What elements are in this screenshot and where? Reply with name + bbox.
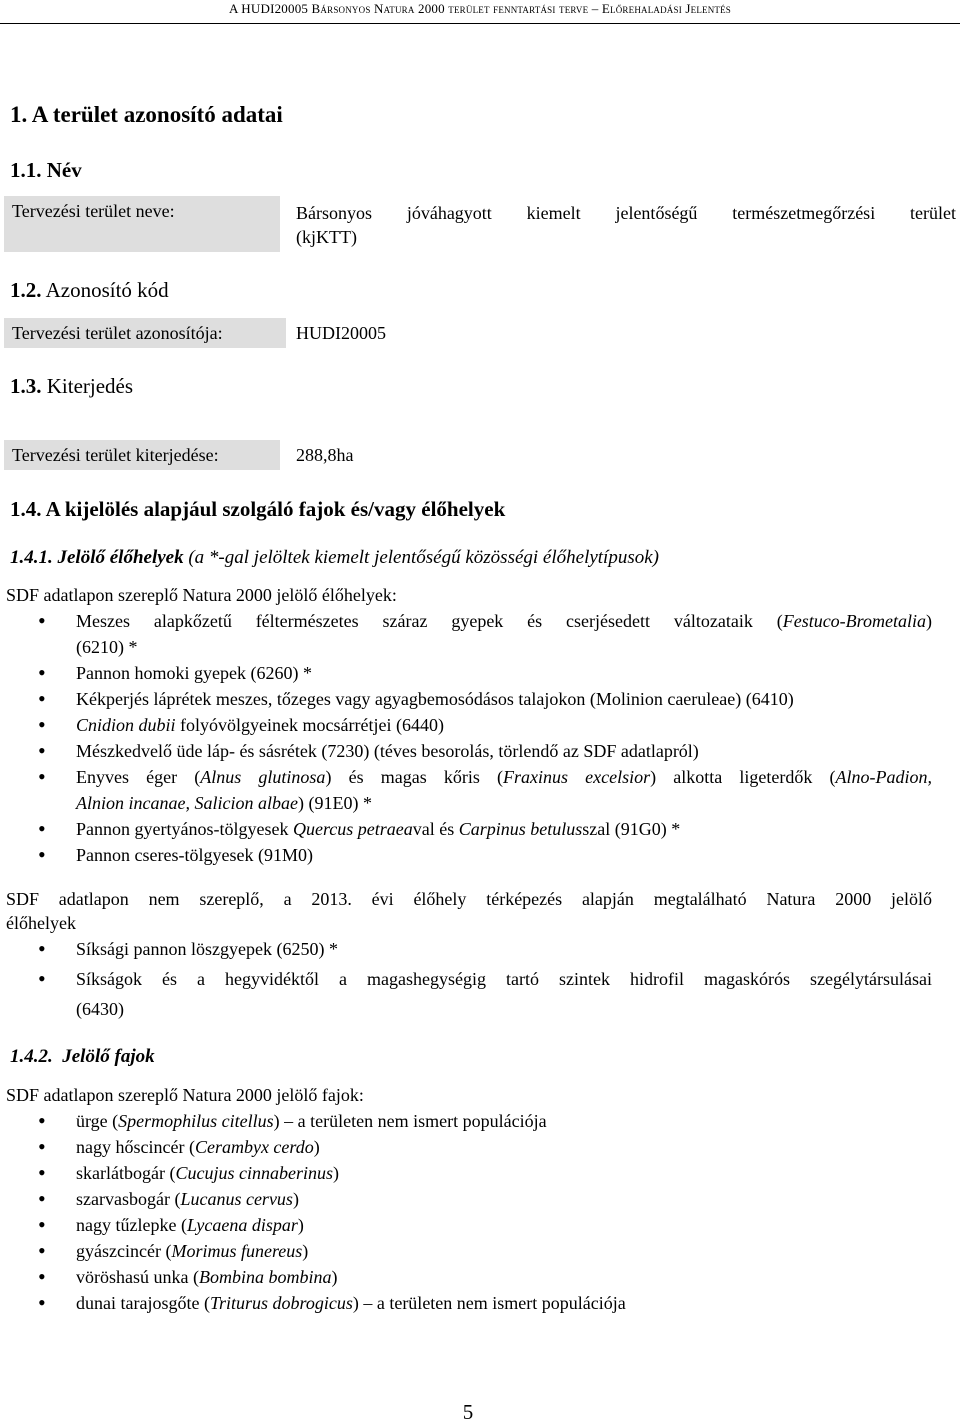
page-number: 5 [462,1400,474,1424]
id-value: HUDI20005 [296,323,386,343]
list-item: • Kékperjés láprétek meszes, tőzeges vagy agyagbemosódásos talajokon (Molinion caeruleae) (6410) [38,686,932,712]
non-sdf-habitats-intro-line2: élőhelyek [6,913,76,933]
section-1-4-1-heading-rest: (a *-gal jelöltek kiemelt jelentőségű közösségi élőhelytípusok) [183,547,659,568]
extent-label: Tervezési terület kiterjedése: [4,440,280,470]
section-1-4-1-num: 1.4.1. [10,547,53,568]
sdf-species-list [38,1108,932,1316]
list-item: • nagy tűzlepke (Lycaena dispar) [38,1212,932,1238]
section-1-2-title [10,278,169,303]
non-sdf-habitats-intro-line1: SDF adatlapon nem szereplő, a 2013. évi élőhely térképezés alapján megtalálható Natura 2000 jelölő [6,889,932,909]
section-1-3-text: Kiterjedés [46,374,134,398]
section-1-4-2-heading: Jelölő fajok [62,1046,155,1067]
section-1-title: 1. A terület azonosító adatai [10,102,283,127]
section-1-3-title [10,374,133,399]
section-1-4-1-title [10,547,659,569]
list-item: • Cnidion dubii folyóvölgyeinek mocsárrétjei (6440) [38,712,932,738]
section-1-4-title: 1.4. A kijelölés alapjául szolgáló fajok és/vagy élőhelyek [10,497,506,521]
sdf-habitat-list [38,608,932,868]
list-item: • Pannon homoki gyepek (6260) * [38,660,932,686]
sdf-habitats-intro: SDF adatlapon szereplő Natura 2000 jelölő élőhelyek: [6,585,397,605]
section-1-2-text: Azonosító kód [45,278,169,302]
name-value-line2: (kjKTT) [296,227,357,247]
name-label: Tervezési terület neve: [4,196,280,252]
list-item: • gyászcincér (Morimus funereus) [38,1238,932,1264]
section-1-4-1-heading: Jelölő élőhelyek [57,547,184,568]
list-item: • Enyves éger (Alnus glutinosa) és magas kőris (Fraxinus excelsior) alkotta ligeterdők (Alno-Padion, Alnion incanae, Salicion albae) (91E0) * [38,764,932,816]
list-item: • Síksági pannon löszgyepek (6250) * [38,936,932,962]
list-item: • Mészkedvelő üde láp- és sásrétek (7230) (téves besorolás, törlendő az SDF adatlapról) [38,738,932,764]
running-header: A HUDI20005 Bársonyos Natura 2000 terület fenntartási terve – Előrehaladási Jelentés [228,1,732,16]
header-divider [0,23,960,24]
section-1-4-2-num: 1.4.2. [10,1046,53,1067]
list-item: • Meszes alapkőzetű féltermészetes száraz gyepek és cserjésedett változataik (Festuco-Brometalia) (6210) * [38,608,932,660]
list-item: • Pannon gyertyános-tölgyesek Quercus petraeaval és Carpinus betulusszal (91G0) * [38,816,932,842]
name-value-line1: Bársonyos jóváhagyott kiemelt jelentőségű természetmegőrzési terület [296,203,956,223]
section-1-4-2-title [10,1046,155,1068]
list-item: • nagy hőscincér (Cerambyx cerdo) [38,1134,932,1160]
list-item: • Síkságok és a hegyvidéktől a magashegységig tartó szintek hidrofil magaskórós szegélytársulásai (6430) [38,966,932,1022]
list-item: • dunai tarajosgőte (Triturus dobrogicus) – a területen nem ismert populációja [38,1290,932,1316]
section-1-3-num: 1.3. [10,374,42,398]
extent-value: 288,8ha [296,445,354,465]
list-item: • ürge (Spermophilus citellus) – a területen nem ismert populációja [38,1108,932,1134]
list-item: • skarlátbogár (Cucujus cinnaberinus) [38,1160,932,1186]
list-item: • Pannon cseres-tölgyesek (91M0) [38,842,932,868]
list-item: • vöröshasú unka (Bombina bombina) [38,1264,932,1290]
id-label: Tervezési terület azonosítója: [4,318,286,348]
section-1-1-title: 1.1. Név [10,158,82,182]
section-1-2-num: 1.2. [10,278,42,302]
non-sdf-habitat-list [38,936,932,1022]
list-item: • szarvasbogár (Lucanus cervus) [38,1186,932,1212]
sdf-species-intro: SDF adatlapon szereplő Natura 2000 jelölő fajok: [6,1085,364,1105]
